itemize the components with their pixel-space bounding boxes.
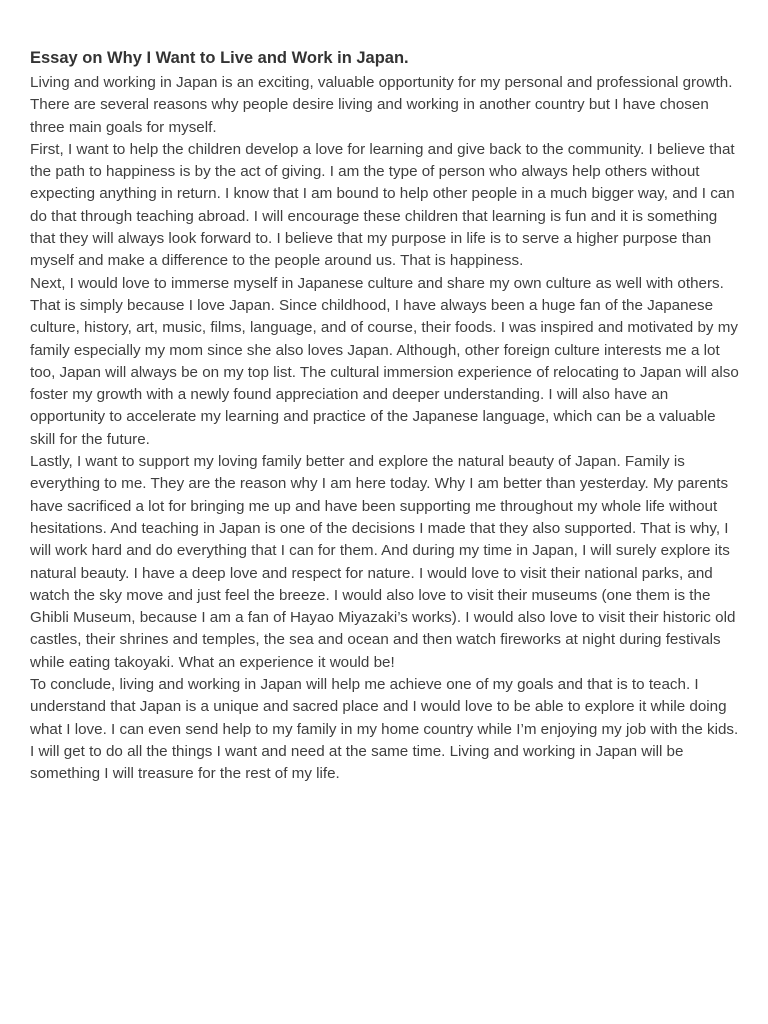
essay-title: Essay on Why I Want to Live and Work in Japan. (30, 49, 409, 67)
essay-document (30, 46, 744, 786)
paragraph-conclusion: To conclude, living and working in Japan will help me achieve one of my goals and that is to teach. I understand that Japan is a unique and sacred place and I would love to be able to explore it while doing what I love. I can even send help to my family in my home country while I’m enjoying my job with the kids. I will get to do all the things I want and need at the same time. Living and working in Japan will be something I will treasure for the rest of my life. (30, 676, 739, 783)
paragraph-second-goal: Next, I would love to immerse myself in Japanese culture and share my own culture as well with others. That is simply because I love Japan. Since childhood, I have always been a huge fan of the Japanese culture, history, art, music, films, language, and of course, their foods. I was inspired and motivated by my family especially my mom since she also loves Japan. Although, other foreign culture interests me a lot too, Japan will always be on my top list. The cultural immersion experience of relocating to Japan will also foster my growth with a newly found appreciation and deeper understanding. I will also have an opportunity to accelerate my learning and practice of the Japanese language, which can be a valuable skill for the future. (30, 274, 739, 448)
paragraph-first-goal: First, I want to help the children develop a love for learning and give back to the community. I believe that the path to happiness is by the act of giving. I am the type of person who always help others without expecting anything in return. I know that I am bound to help other people in a much bigger way, and I can do that through teaching abroad. I will encourage these children that learning is fun and it is something that they will always look forward to. I believe that my purpose in life is to serve a higher purpose than myself and make a difference to the people around us. That is happiness. (30, 140, 735, 270)
paragraph-introduction: Living and working in Japan is an exciting, valuable opportunity for my personal and professional growth. There are several reasons why people desire living and working in another country but I have chosen three main goals for myself. (30, 74, 733, 136)
paragraph-third-goal: Lastly, I want to support my loving family better and explore the natural beauty of Japan. Family is everything to me. They are the reason why I am here today. Why I am better than yesterday. My parents have sacrificed a lot for bringing me up and have been supporting me throughout my whole life without hesitations. And teaching in Japan is one of the decisions I made that they also supported. That is why, I will work hard and do everything that I can for them. And during my time in Japan, I will surely explore its natural beauty. I have a deep love and respect for nature. I would love to visit their national parks, and watch the sky move and just feel the breeze. I would also love to visit their museums (one them is the Ghibli Museum, because I am a fan of Hayao Miyazaki’s works). I would also love to visit their historic old castles, their shrines and temples, the sea and ocean and then watch fireworks at night during festivals while eating takoyaki. What an experience it would be! (30, 453, 736, 671)
